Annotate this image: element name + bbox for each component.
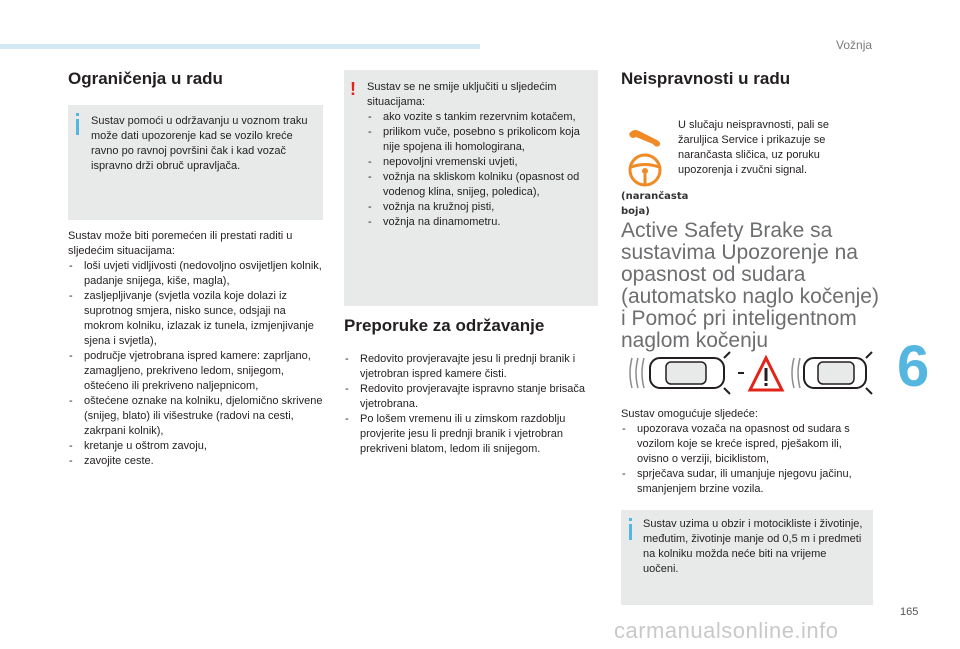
section-title-maintenance: Preporuke za održavanje bbox=[344, 316, 545, 335]
icon-caption bbox=[621, 189, 688, 219]
watermark: carmanualsonline.info bbox=[614, 618, 839, 643]
warning-list bbox=[367, 110, 589, 230]
info-icon bbox=[629, 524, 632, 540]
section-label: Vožnja bbox=[836, 38, 873, 52]
info-box-limitations bbox=[68, 105, 323, 220]
icon-caption-line: boja) bbox=[621, 206, 650, 217]
section-title-faults: Neispravnosti u radu bbox=[621, 69, 791, 88]
info-text: Sustav pomoći u održavanju u voznom traku može dati upozorenje kad se vozilo kreće ravno po ravnoj površini čak i kad vozač ispravno drži obruč upravljača. bbox=[91, 115, 308, 172]
list-item: - oštećene oznake na kolniku, djelomično skrivene (snijeg, blato) ili višestruke (radovi na cesti, zakrpani kolnik), bbox=[68, 394, 323, 439]
limitations-body bbox=[68, 229, 323, 469]
wrench-icon bbox=[627, 126, 663, 148]
list-item: - prilikom vuče, posebno s prikolicom koja nije spojena ili homologirana, bbox=[367, 125, 589, 155]
list-item: - Redovito provjeravajte ispravno stanje brisača vjetrobrana. bbox=[344, 382, 598, 412]
warning-box bbox=[344, 70, 598, 306]
list-item: - vožnja na kružnoj pisti, bbox=[367, 200, 589, 215]
warning-intro: Sustav se ne smije uključiti u sljedećim situacijama: bbox=[367, 81, 557, 108]
list-item: - upozorava vozača na opasnost od sudara s vozilom koje se kreće ispred, pješakom ili, ovisno o verziji, biciklistom, bbox=[621, 422, 873, 467]
list-item: - područje vjetrobrana ispred kamere: zaprljano, zamagljeno, prekriveno ledom, snijegom, oštećeno ili prekriveno naljepnicom, bbox=[68, 349, 323, 394]
warning-icon: ! bbox=[350, 79, 356, 99]
asb-list bbox=[621, 422, 873, 497]
header-bar bbox=[0, 44, 480, 49]
chapter-number: 6 bbox=[897, 334, 930, 399]
steering-wheel-icon bbox=[627, 152, 663, 188]
asb-intro: Sustav omogućuje sljedeće: bbox=[621, 408, 758, 420]
asb-body bbox=[621, 407, 873, 497]
active-safety-brake-title: Active Safety Brake sa sustavima Upozorenje na opasnost od sudara (automatsko naglo kočenje) i Pomoć pri inteligentnom naglom kočenju bbox=[621, 219, 879, 352]
list-item: - Redovito provjeravajte jesu li prednji branik i vjetrobran ispred kamere čisti. bbox=[344, 352, 598, 382]
list-item: - vožnja na skliskom kolniku (opasnost od vodenog klina, snijeg, poledica), bbox=[367, 170, 589, 200]
warning-content bbox=[367, 80, 589, 230]
list-item: - vožnja na dinamometru. bbox=[367, 215, 589, 230]
list-item: - sprječava sudar, ili umanjuje njegovu jačinu, smanjenjem brzine vozila. bbox=[621, 467, 873, 497]
info-icon bbox=[76, 119, 79, 135]
collision-illustration bbox=[626, 350, 874, 396]
maintenance-body bbox=[344, 352, 598, 457]
list-item: - zavojite ceste. bbox=[68, 454, 323, 469]
fault-text: U slučaju neispravnosti, pali se žaruljica Service i prikazuje se narančasta sličica, uz poruku upozorenja i zvučni signal. bbox=[678, 119, 830, 176]
limitations-list bbox=[68, 259, 323, 469]
list-item: - nepovoljni vremenski uvjeti, bbox=[367, 155, 589, 170]
car-right-icon bbox=[804, 352, 872, 394]
list-item: - loši uvjeti vidljivosti (nedovoljno osvijetljen kolnik, padanje snijega, kiše, magla), bbox=[68, 259, 323, 289]
info-box-asb bbox=[621, 510, 873, 605]
info-text: Sustav uzima u obzir i motocikliste i životinje, međutim, životinje manje od 0,5 m i predmeti na kolniku možda neće biti na vrijeme uočeni. bbox=[643, 518, 863, 575]
page-number: 165 bbox=[900, 606, 919, 618]
icon-caption-line: (narančasta bbox=[621, 191, 689, 202]
maintenance-list bbox=[344, 352, 598, 457]
list-item: - Po lošem vremenu ili u zimskom razdoblju provjerite jesu li prednji branik i vjetrobran prekriveni blatom, ledom ili snijegom. bbox=[344, 412, 598, 457]
limitations-intro: Sustav može biti poremećen ili prestati raditi u sljedećim situacijama: bbox=[68, 230, 293, 257]
list-item: - ako vozite s tankim rezervnim kotačem, bbox=[367, 110, 589, 125]
list-item: - zasljepljivanje (svjetla vozila koje dolazi iz suprotnog smjera, nisko sunce, odsjaji na mokrom kolniku, izlazak iz tunela, izmjenjivanje sjena i svjetla), bbox=[68, 289, 323, 349]
list-item: - kretanje u oštrom zavoju, bbox=[68, 439, 323, 454]
section-title-limitations: Ograničenja u radu bbox=[68, 69, 223, 88]
car-left-icon bbox=[650, 352, 730, 394]
